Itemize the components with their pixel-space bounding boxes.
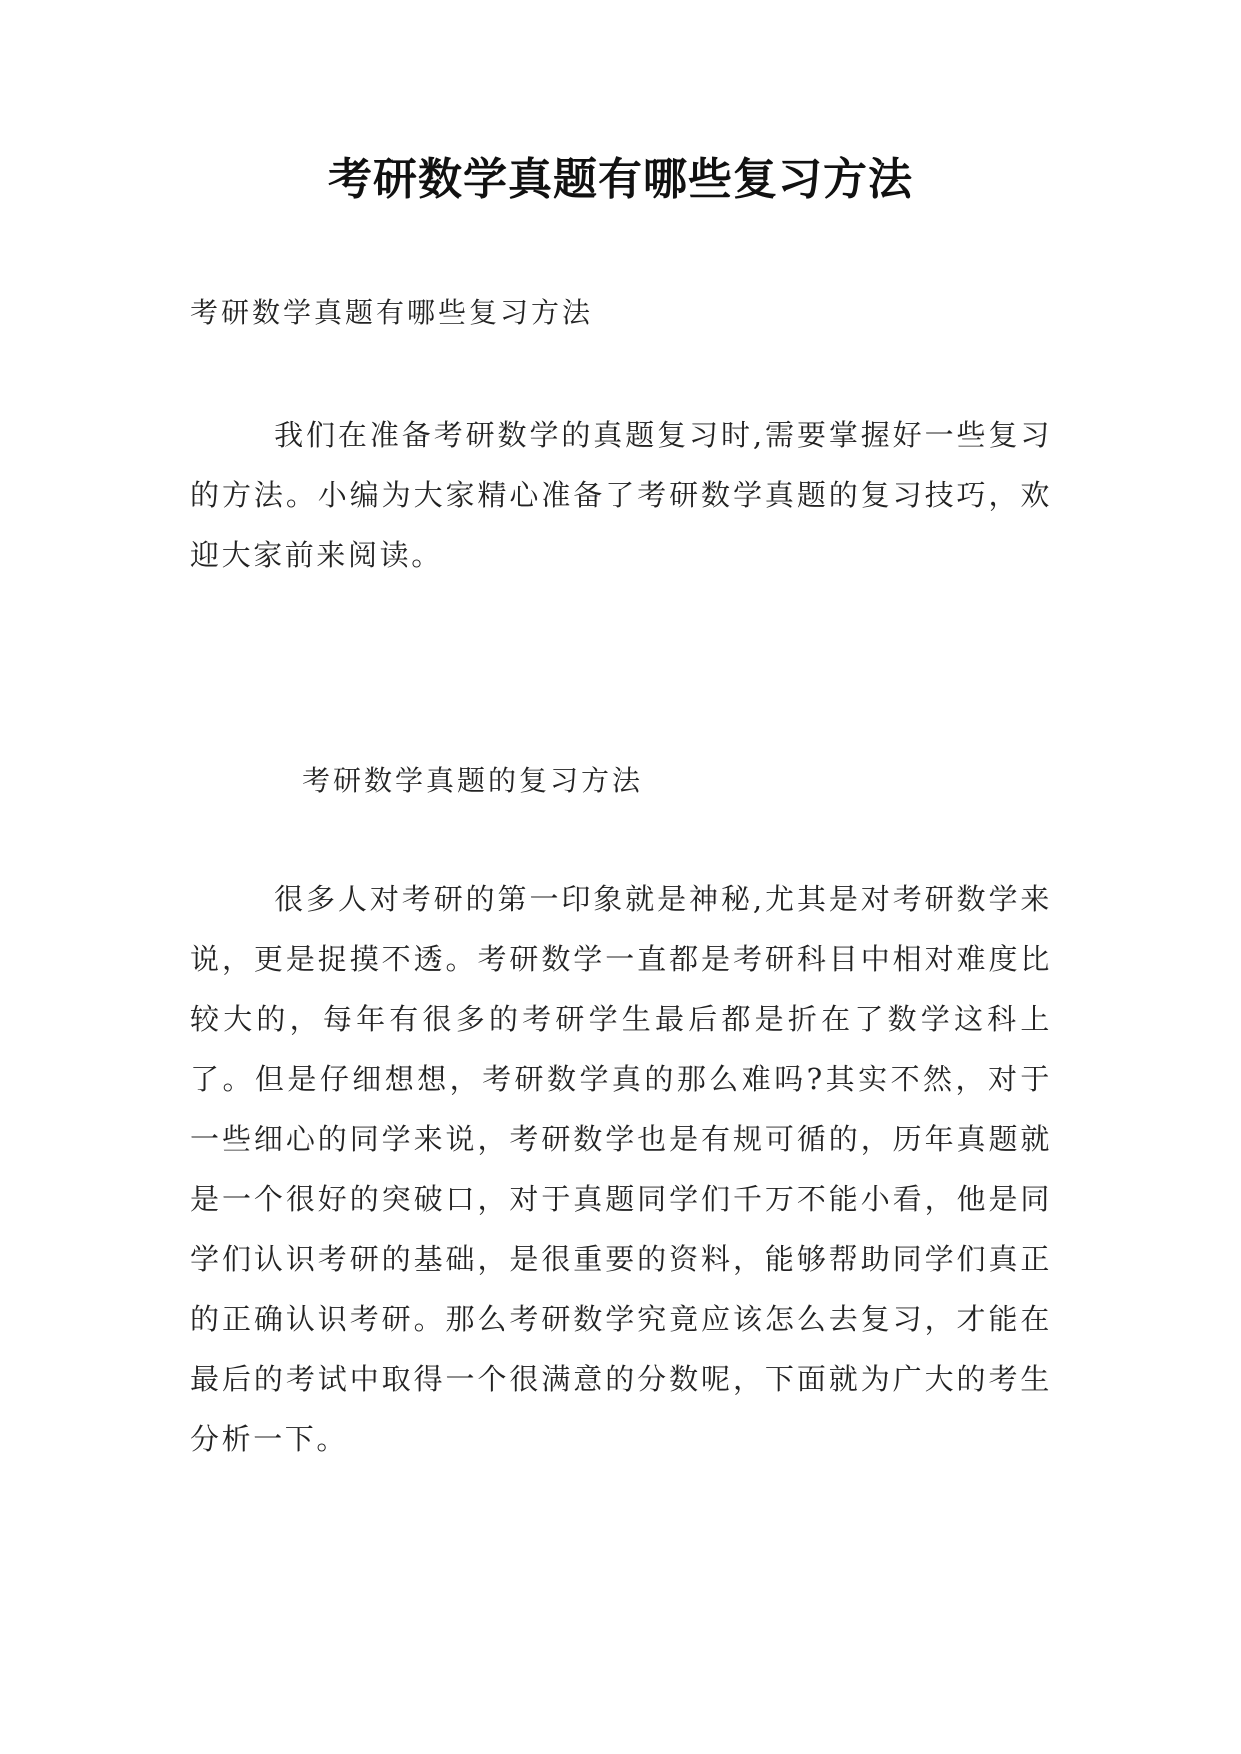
section-paragraph: 很多人对考研的第一印象就是神秘,尤其是对考研数学来说，更是捉摸不透。考研数学一直都是考研科目中相对难度比较大的，每年有很多的考研学生最后都是折在了数学这科上了。但是仔细想想，考研数学真的那么难吗?其实不然，对于一些细心的同学来说，考研数学也是有规可循的，历年真题就是一个很好的突破口，对于真题同学们千万不能小看，他是同学们认识考研的基础，是很重要的资料，能够帮助同学们真正的正确认识考研。那么考研数学究竟应该怎么去复习，才能在最后的考试中取得一个很满意的分数呢，下面就为广大的考生分析一下。 [190, 882, 1052, 1456]
intro-paragraph: 我们在准备考研数学的真题复习时,需要掌握好一些复习的方法。小编为大家精心准备了考研数学真题的复习技巧，欢迎大家前来阅读。 [190, 418, 1052, 572]
section-heading: 考研数学真题的复习方法 [302, 764, 644, 797]
document-subtitle: 考研数学真题有哪些复习方法 [190, 296, 594, 329]
document-title: 考研数学真题有哪些复习方法 [328, 154, 913, 205]
